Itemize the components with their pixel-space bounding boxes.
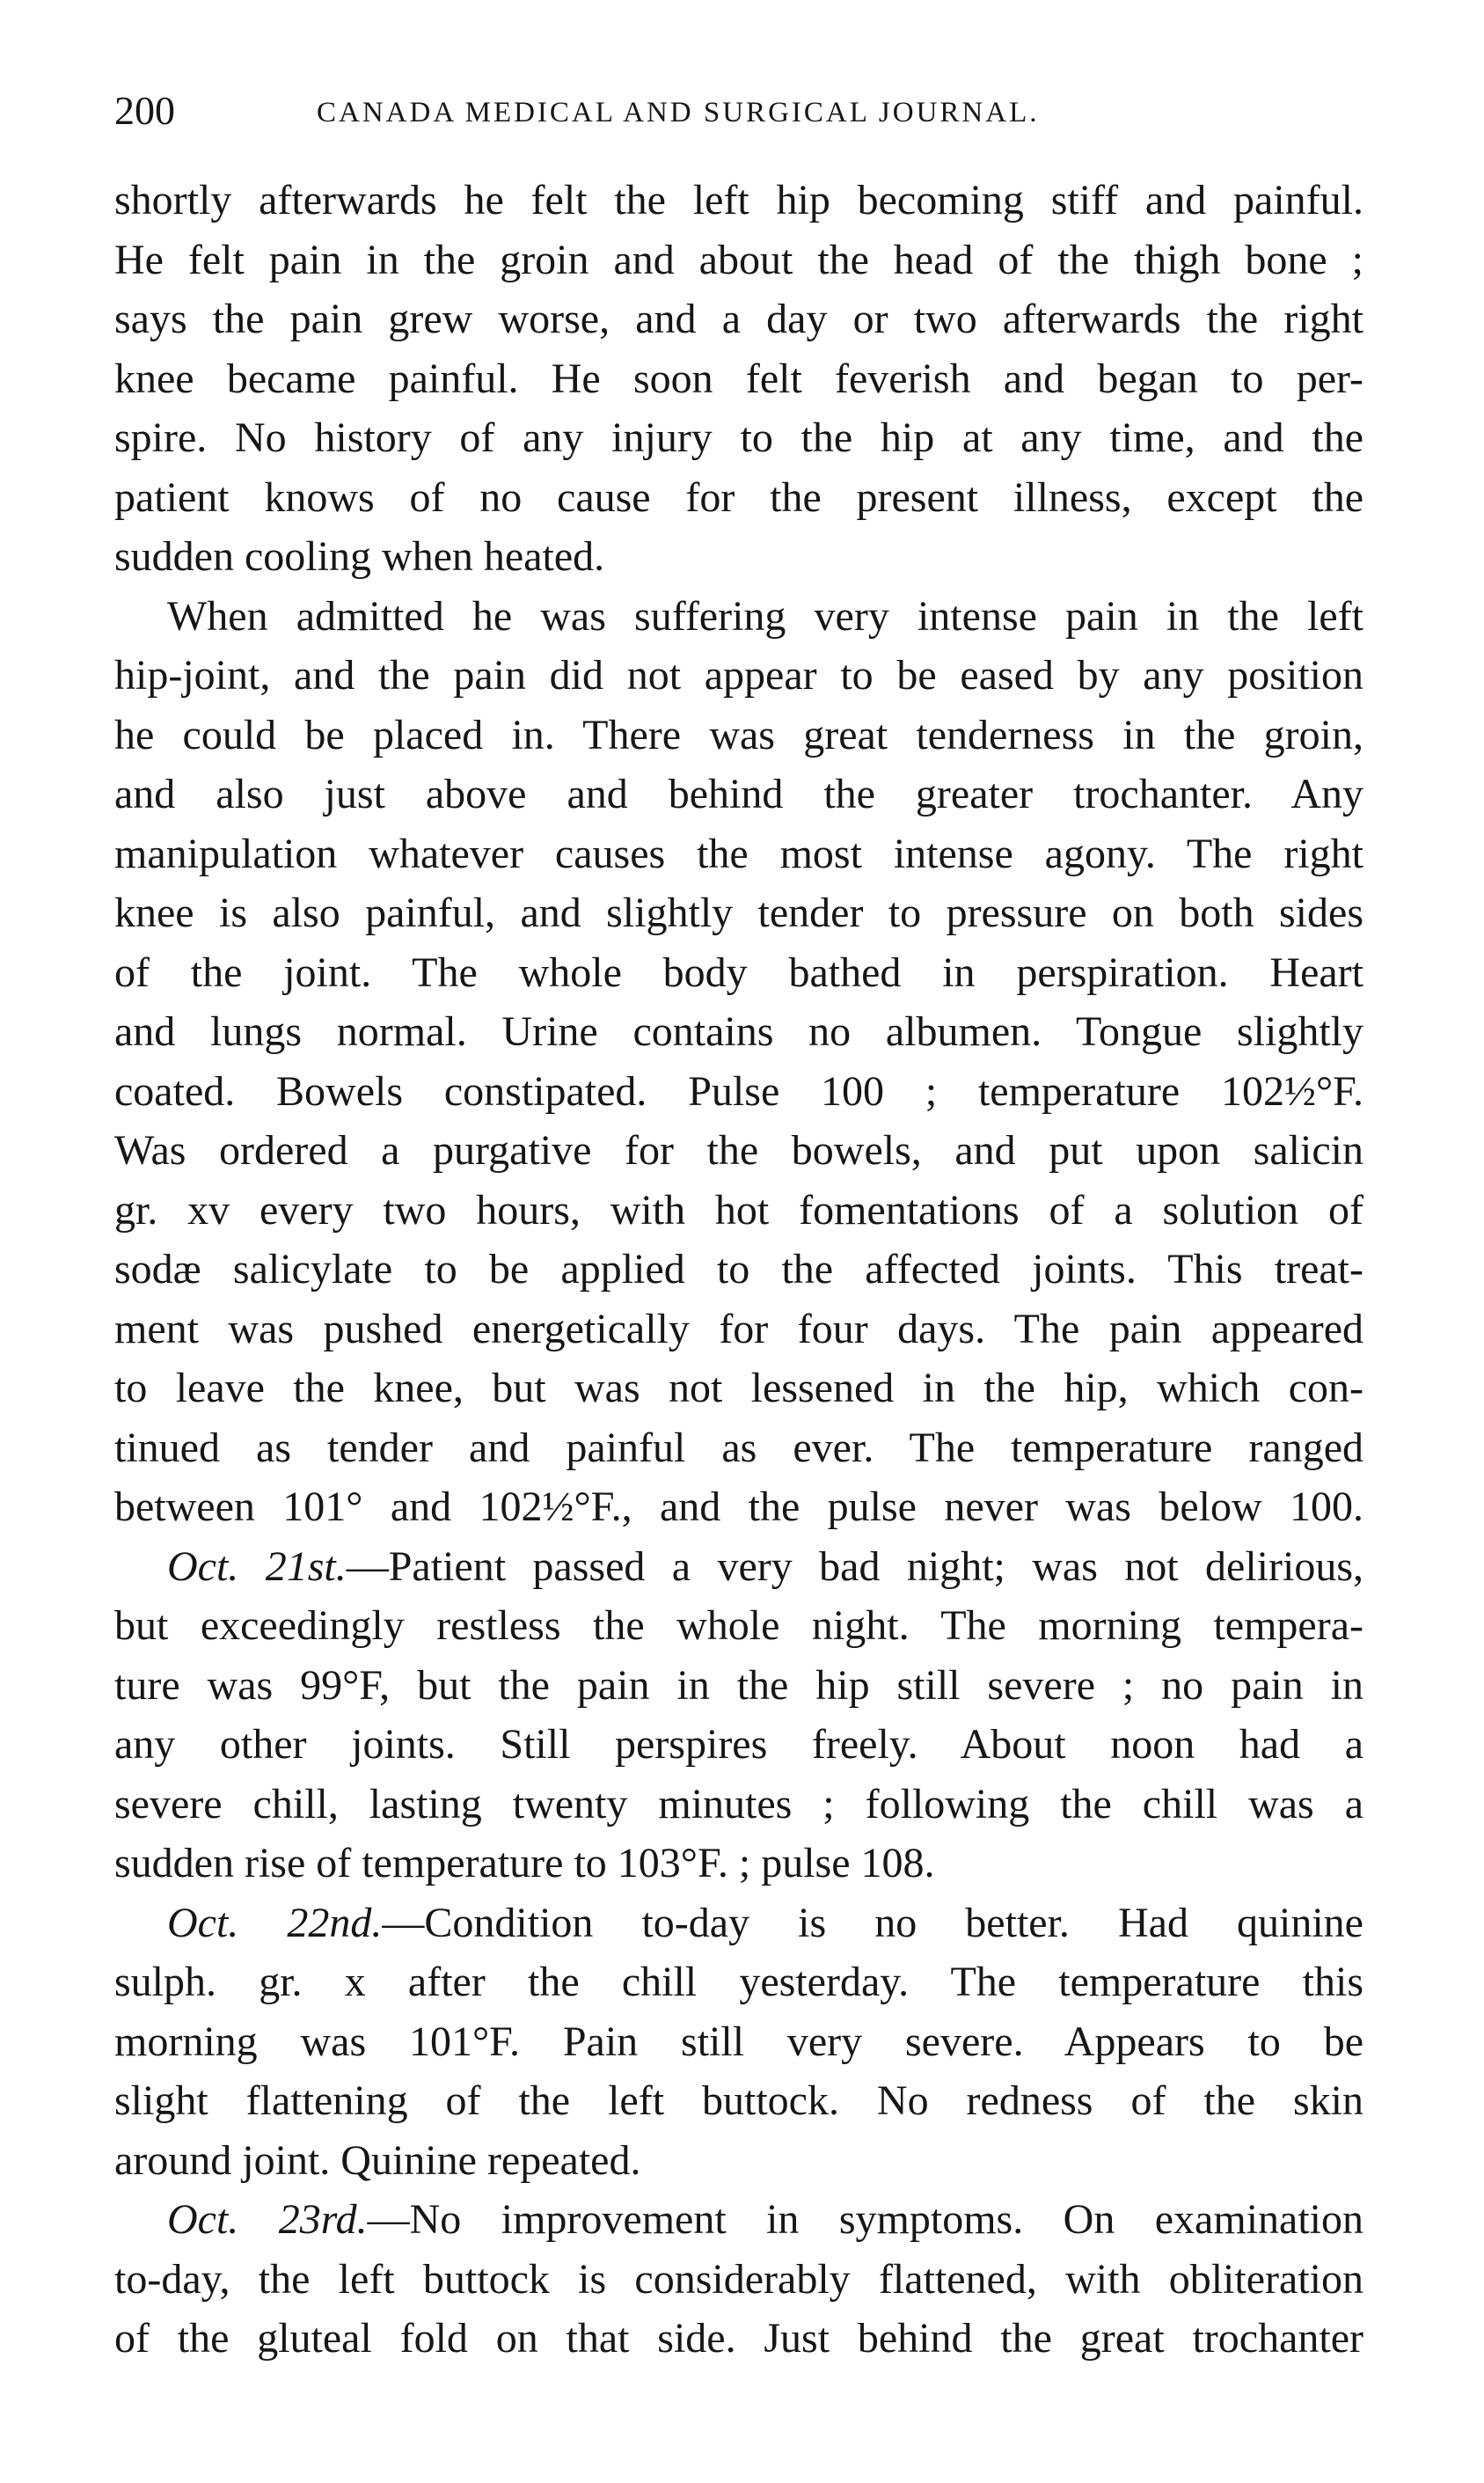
text-line: to-day, the left buttock is considerably flattened, with obliteration [114, 2255, 1363, 2303]
text-line: hip-joint, and the pain did not appear to be eased by any position [114, 652, 1363, 699]
text-line: of the joint. The whole body bathed in perspiration. Heart [114, 949, 1363, 996]
text-line: severe chill, lasting twenty minutes ; following the chill was a [114, 1780, 1363, 1827]
text-line: and lungs normal. Urine contains no albumen. Tongue slightly [114, 1008, 1363, 1055]
dated-entry-line: Oct. 21st.—Patient passed a very bad night; was not delirious, [167, 1542, 1363, 1590]
page-number: 200 [114, 88, 175, 133]
text-line: between 101° and 102½°F., and the pulse never was below 100. [114, 1483, 1363, 1530]
text-line: spire. No history of any injury to the hip at any time, and the [114, 414, 1363, 461]
text-line: around joint. Quinine repeated. [114, 2136, 641, 2184]
dated-entry-line: Oct. 23rd.—No improvement in symptoms. On examination [167, 2196, 1364, 2243]
text-line: sudden cooling when heated. [114, 533, 605, 580]
entry-date: Oct. 22nd. [167, 1899, 383, 1946]
text-line: knee is also painful, and slightly tender to pressure on both sides [114, 890, 1363, 936]
text-line: any other joints. Still perspires freely. About noon had a [114, 1721, 1363, 1768]
text-line: but exceedingly restless the whole night. The morning tempera- [114, 1602, 1363, 1649]
text-line: slight flattening of the left buttock. No redness of the skin [114, 2077, 1363, 2124]
text-line: and also just above and behind the greater trochanter. Any [114, 771, 1363, 817]
text-line: ment was pushed energetically for four days. The pain appeared [114, 1305, 1363, 1352]
text-line: coated. Bowels constipated. Pulse 100 ; temperature 102½°F. [114, 1067, 1363, 1115]
running-head [114, 84, 1363, 137]
text-line: he could be placed in. There was great tenderness in the groin, [114, 711, 1363, 758]
article-body [114, 171, 1363, 2369]
text-line: shortly afterwards he felt the left hip becoming stiff and painful. [114, 177, 1363, 223]
text-line: sudden rise of temperature to 103°F. ; pulse 108. [114, 1840, 935, 1886]
paragraph-start-line: When admitted he was suffering very intense pain in the left [167, 592, 1363, 640]
text-line: tinued as tender and painful as ever. The temperature ranged [114, 1424, 1363, 1471]
dated-entry-line: Oct. 22nd.—Condition to-day is no better. Had quinine [167, 1899, 1363, 1946]
text-line: morning was 101°F. Pain still very severe. Appears to be [114, 2018, 1363, 2065]
text-line: sodæ salicylate to be applied to the affected joints. This treat- [114, 1246, 1363, 1293]
text-line: patient knows of no cause for the present illness, except the [114, 473, 1363, 521]
text-line: knee became painful. He soon felt feverish and began to per- [114, 355, 1363, 402]
text-line: manipulation whatever causes the most intense agony. The right [114, 830, 1363, 877]
text-line: He felt pain in the groin and about the head of the thigh bone ; [114, 236, 1363, 283]
text-line: Was ordered a purgative for the bowels, and put upon salicin [114, 1127, 1363, 1174]
text-line: gr. xv every two hours, with hot fomentations of a solution of [114, 1186, 1363, 1234]
text-line: of the gluteal fold on that side. Just behind the great trochanter [114, 2315, 1363, 2362]
text-line: to leave the knee, but was not lessened in the hip, which con- [114, 1365, 1363, 1411]
entry-date: Oct. 23rd. [167, 2196, 368, 2243]
text-line: says the pain grew worse, and a day or two afterwards the right [114, 296, 1363, 342]
text-line: ture was 99°F, but the pain in the hip still severe ; no pain in [114, 1661, 1363, 1709]
text-line: sulph. gr. x after the chill yesterday. The temperature this [114, 1959, 1363, 2005]
journal-title: CANADA MEDICAL AND SURGICAL JOURNAL. [317, 97, 1040, 128]
entry-date: Oct. 21st. [167, 1542, 347, 1590]
